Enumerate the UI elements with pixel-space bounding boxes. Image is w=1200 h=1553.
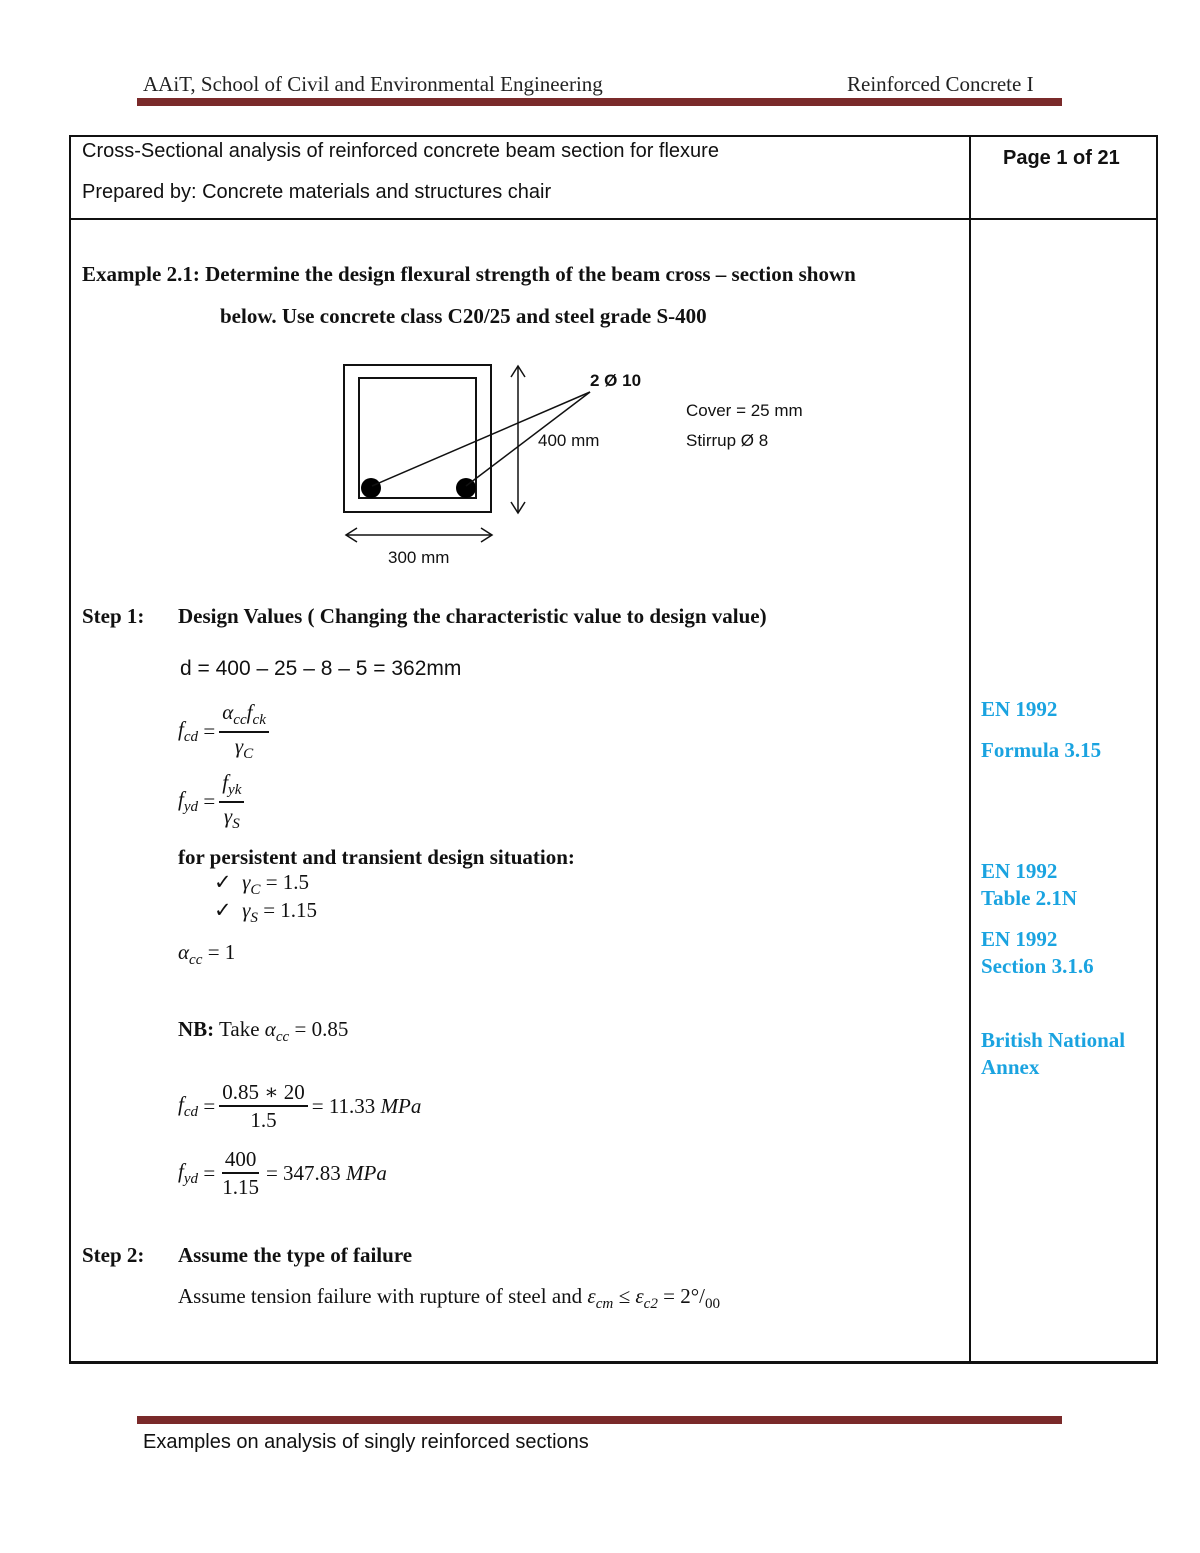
sidenote-formula: Formula 3.15 [981,738,1102,762]
step2-text: Assume tension failure with rupture of steel and $\varepsilon_{cm} \le \varepsilon_{c2} = 2^\circ/_{00}$ [178,1284,721,1313]
sidenote-en1992-b: EN 1992 [981,859,1058,883]
fyd-formula: $f_{yd}$ = $\frac{f_{yk}}{\gamma_S}$ [178,770,248,833]
gamma-s-line: ✓ $\gamma_S = 1.15$ [214,898,318,927]
box-bottom [69,1361,1158,1364]
step2-title: Assume the type of failure [178,1243,413,1267]
footer-text: Examples on analysis of singly reinforced sections [143,1431,589,1453]
sidenote-british: British National [981,1028,1126,1052]
width-label: 300 mm [388,548,450,567]
example-line1: Example 2.1: Determine the design flexural strength of the beam cross – section shown [82,262,856,286]
step1-label: Step 1: [82,604,145,628]
page-number: Page 1 of 21 [1003,147,1120,169]
height-label: 400 mm [538,431,600,450]
sidenote-table: Table 2.1N [981,886,1078,910]
step2-label: Step 2: [82,1243,145,1267]
fyd-calculation: $f_{yd}$ = $\frac{400}{1.15}$ = 347.83 MPa [178,1147,387,1200]
effective-depth-equation: d = 400 – 25 – 8 – 5 = 362mm [180,657,462,680]
title-line2: Prepared by: Concrete materials and structures chair [82,181,552,203]
sidenote-section: Section 3.1.6 [981,954,1094,978]
sidenote-annex: Annex [981,1055,1040,1079]
persistent-text: for persistent and transient design situation: [178,845,575,869]
step1-title: Design Values ( Changing the characteristic value to design value) [178,604,767,628]
bars-label: 2 Ø 10 [590,371,642,390]
header-right: Reinforced Concrete I [847,72,1034,96]
header-left: AAiT, School of Civil and Environmental Engineering [143,72,603,96]
alpha-line: $\alpha_{cc} = 1$ [178,940,236,969]
sidenote-en1992-c: EN 1992 [981,927,1058,951]
cover-label: Cover = 25 mm [686,401,803,420]
stirrup-label: Stirrup Ø 8 [686,431,769,450]
gamma-c-line: ✓ $\gamma_C = 1.5$ [214,870,310,899]
beam-section-figure [0,0,1200,600]
nb-line: NB: Take $\alpha_{cc} = 0.85$ [178,1017,349,1046]
check-icon: ✓ [214,870,232,894]
footer-rule [137,1416,1062,1424]
check-icon: ✓ [214,898,232,922]
fcd-formula: $f_{cd}$ = $\frac{\alpha_{cc}f_{ck}}{\gamma_C}$ [178,700,273,763]
example-line2: below. Use concrete class C20/25 and steel grade S-400 [220,304,707,328]
rebar-left [361,478,381,498]
sidenote-en1992-a: EN 1992 [981,697,1058,721]
fcd-calculation: $f_{cd}$ = $\frac{0.85 ∗ 20}{1.5}$ = 11.33 MPa [178,1080,422,1133]
title-line1: Cross-Sectional analysis of reinforced concrete beam section for flexure [82,140,719,162]
